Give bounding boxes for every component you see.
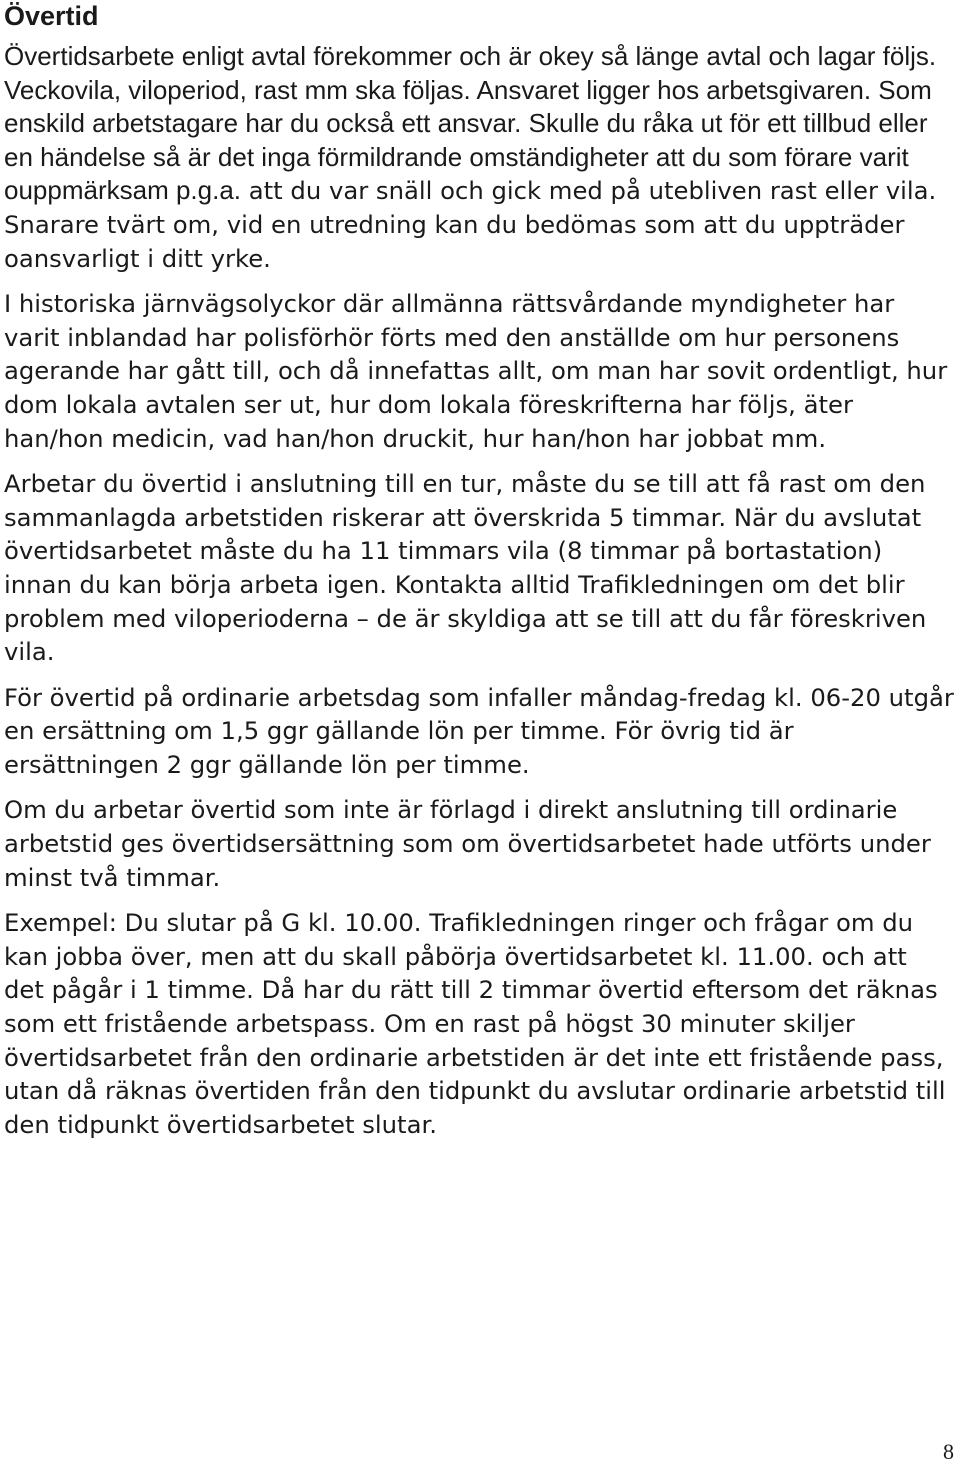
paragraph-responsibility-part2: att du var snäll och gick med på utebliven rast eller vila. Snarare tvärt om, vid en utredning kan du bedömas som att du uppträder oansvarligt i ditt yrke. (4, 176, 937, 273)
section-heading: Övertid (4, 1, 99, 31)
page-number: 8 (943, 1439, 954, 1464)
paragraph-responsibility-part1: Övertidsarbete enligt avtal förekommer och är okey så länge avtal och lagar följs. Veckovila, viloperiod, rast mm ska följas. Ansvaret ligger hos arbetsgivaren. Som enskild arbetstagare har du också ett ansvar. Skulle du råka ut för ett tillbud eller en händelse så är det inga förmildrande omständigheter att du som förare varit ouppmärksam p.g.a. (4, 41, 937, 206)
paragraph-historical-accidents: I historiska järnvägsolyckor där allmänna rättsvårdande myndigheter har varit inblandad har polisförhör förts med den anställde om hur personens agerande har gått till, och då innefattas allt, om man har sovit ordentligt, hur dom lokala avtalen ser ut, hur dom lokala föreskrifterna har följs, äter han/hon medicin, vad han/hon druckit, hur han/hon har jobbat mm. (4, 289, 948, 453)
paragraph-rest-rules: Arbetar du övertid i anslutning till en tur, måste du se till att få rast om den sammanlagda arbetstiden riskerar att överskrida 5 timmar. När du avslutat övertidsarbetet måste du ha 11 timmars vila (8 timmar på bortastation) innan du kan börja arbeta igen. Kontakta alltid Trafikledningen om det blir problem med viloperioderna – de är skyldiga att se till att du får föreskriven vila. (4, 469, 927, 667)
paragraph-compensation: För övertid på ordinarie arbetsdag som infaller måndag-fredag kl. 06-20 utgår en ersättning om 1,5 ggr gällande lön per timme. För övrig tid är ersättningen 2 ggr gällande lön per timme. (4, 682, 954, 779)
paragraph-example: Exempel: Du slutar på G kl. 10.00. Trafikledningen ringer och frågar om du kan jobba över, men att du skall påbörja övertidsarbetet kl. 11.00. och att det pågår i 1 timme. Då har du rätt till 2 timmar övertid eftersom det räknas som ett fristående arbetspass. Om en rast på högst 30 minuter skiljer övertidsarbetet från den ordinarie arbetstiden är det inte ett fristående pass, utan då räknas övertiden från den tidpunkt du avslutar ordinarie arbetstid till den tidpunkt övertidsarbetet slutar. (4, 908, 946, 1139)
paragraph-detached-overtime: Om du arbetar övertid som inte är förlagd i direkt anslutning till ordinarie arbetstid ges övertidsersättning som om övertidsarbetet hade utförts under minst två timmar. (4, 795, 931, 892)
paragraph-responsibility (4, 40, 954, 275)
